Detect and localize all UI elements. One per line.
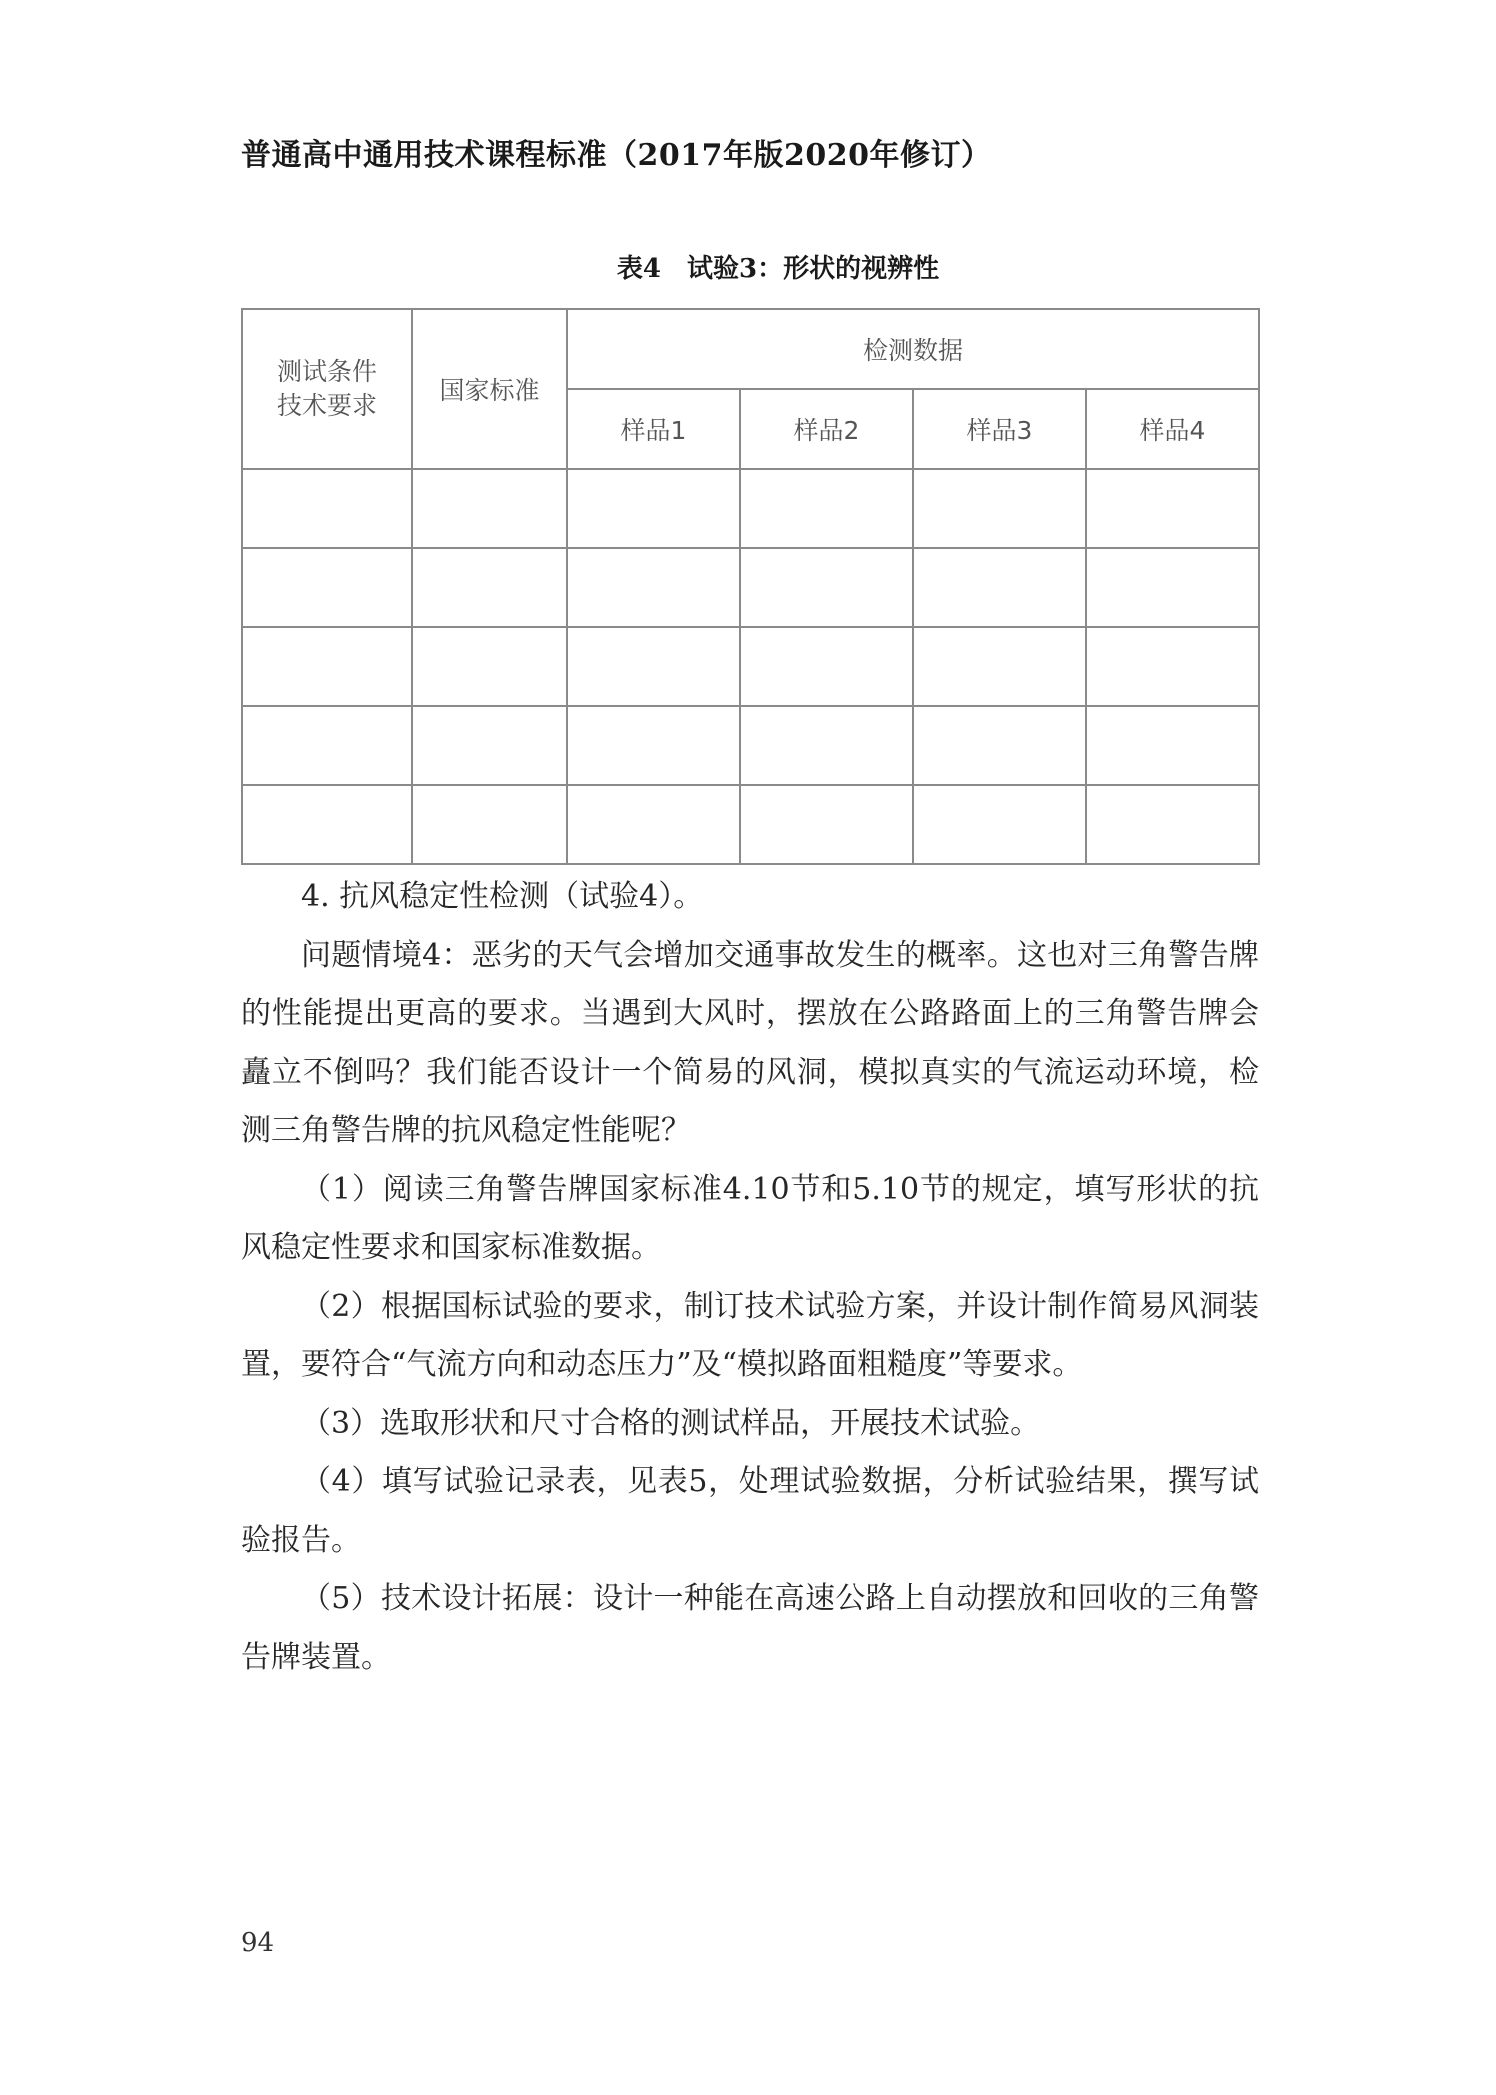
table-cell — [1086, 548, 1259, 627]
header-condition-cell — [242, 309, 412, 469]
header-condition-line1: 测试条件 — [276, 357, 377, 386]
table-cell — [242, 548, 412, 627]
step-4-paragraph: （4）填写试验记录表，见表5，处理试验数据，分析试验结果，撰写试验报告。 — [241, 1464, 1259, 1558]
table-cell — [242, 706, 412, 785]
table-cell — [412, 627, 567, 706]
table-row — [242, 627, 1259, 706]
table-row — [242, 548, 1259, 627]
table-cell — [1086, 785, 1259, 864]
header-data-cell: 检测数据 — [567, 309, 1259, 389]
table-cell — [740, 469, 913, 548]
table-cell — [412, 548, 567, 627]
problem-scenario-paragraph: 问题情境4：恶劣的天气会增加交通事故发生的概率。这也对三角警告牌的性能提出更高的要求。当遇到大风时，摆放在公路路面上的三角警告牌会矗立不倒吗？我们能否设计一个简易的风洞，模拟真实的气流运动环境，检测三角警告牌的抗风稳定性能呢？ — [241, 937, 1259, 1148]
table-caption: 表4 试验3：形状的视辨性 — [616, 254, 940, 284]
table-cell — [567, 548, 740, 627]
running-header: 普通高中通用技术课程标准（2017年版2020年修订） — [241, 138, 992, 173]
section-heading-test-4: 4. 抗风稳定性检测（试验4）。 — [301, 879, 704, 914]
table-cell — [567, 785, 740, 864]
table-row — [242, 785, 1259, 864]
page-number: 94 — [241, 1928, 275, 1958]
test-record-table — [241, 308, 1260, 865]
table-cell — [412, 785, 567, 864]
table-cell — [740, 548, 913, 627]
table-cell — [567, 469, 740, 548]
step-3-paragraph: （3）选取形状和尺寸合格的测试样品，开展技术试验。 — [301, 1405, 1041, 1441]
table-cell — [913, 627, 1086, 706]
table-cell — [242, 785, 412, 864]
table-cell — [913, 548, 1086, 627]
step-1-paragraph: （1）阅读三角警告牌国家标准4.10节和5.10节的规定，填写形状的抗风稳定性要求和国家标准数据。 — [241, 1171, 1259, 1265]
table-cell — [567, 706, 740, 785]
table-cell — [913, 785, 1086, 864]
table-cell — [242, 627, 412, 706]
header-standard-cell: 国家标准 — [412, 309, 567, 469]
table-cell — [412, 469, 567, 548]
table-cell — [913, 706, 1086, 785]
step-5-paragraph: （5）技术设计拓展：设计一种能在高速公路上自动摆放和回收的三角警告牌装置。 — [241, 1581, 1259, 1675]
header-sample-1: 样品1 — [567, 389, 740, 469]
table-cell — [1086, 469, 1259, 548]
header-sample-3: 样品3 — [913, 389, 1086, 469]
table-cell — [242, 469, 412, 548]
table-row — [242, 469, 1259, 548]
table-cell — [1086, 706, 1259, 785]
table-cell — [740, 706, 913, 785]
body-text — [241, 868, 1259, 1687]
table-cell — [740, 627, 913, 706]
table-row — [242, 706, 1259, 785]
header-condition-line2: 技术要求 — [276, 391, 377, 420]
table-cell — [740, 785, 913, 864]
table-header-row — [242, 309, 1259, 389]
header-sample-4: 样品4 — [1086, 389, 1259, 469]
header-sample-2: 样品2 — [740, 389, 913, 469]
step-2-paragraph: （2）根据国标试验的要求，制订技术试验方案，并设计制作简易风洞装置，要符合“气流方向和动态压力”及“模拟路面粗糙度”等要求。 — [241, 1288, 1259, 1382]
table-cell — [913, 469, 1086, 548]
table-cell — [412, 706, 567, 785]
table-cell — [1086, 627, 1259, 706]
table-cell — [567, 627, 740, 706]
